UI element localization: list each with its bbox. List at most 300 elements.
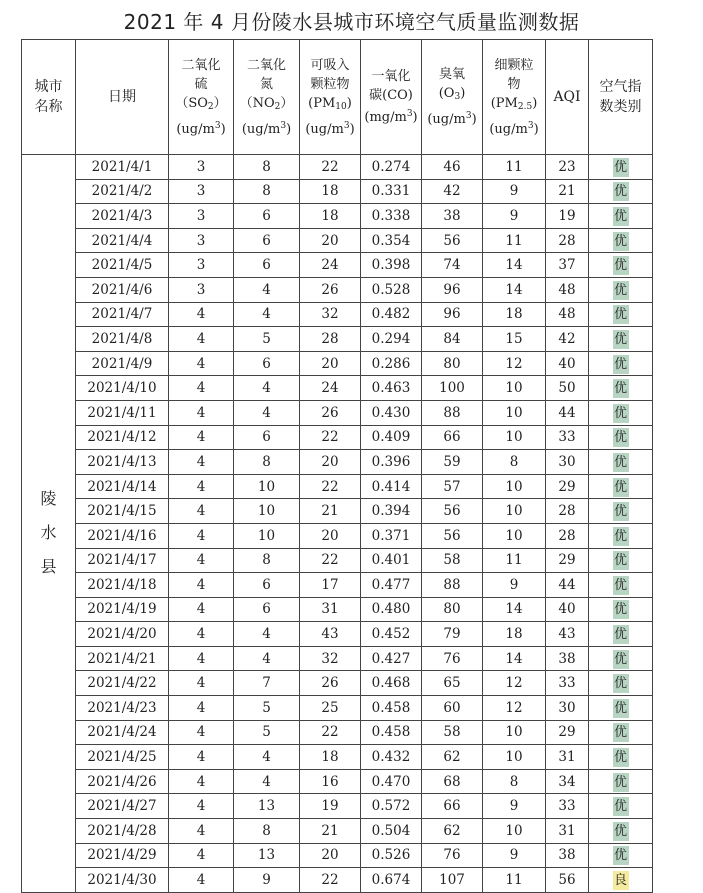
table-row bbox=[22, 302, 653, 327]
cell-pm25: 9 bbox=[483, 843, 546, 868]
cell-aqi: 38 bbox=[546, 843, 589, 868]
cell-so2: 4 bbox=[169, 819, 234, 844]
cell-no2: 9 bbox=[234, 868, 300, 893]
cell-aqi: 34 bbox=[546, 769, 589, 794]
cell-date: 2021/4/12 bbox=[76, 425, 169, 450]
cell-date: 2021/4/7 bbox=[76, 302, 169, 327]
category-badge: 优 bbox=[613, 799, 627, 815]
cell-category bbox=[589, 573, 653, 598]
cell-date: 2021/4/11 bbox=[76, 400, 169, 425]
cell-pm10: 26 bbox=[300, 277, 361, 302]
header-date: 日期 bbox=[76, 40, 169, 155]
table-row bbox=[22, 573, 653, 598]
category-badge: 优 bbox=[613, 627, 627, 643]
cell-pm25: 10 bbox=[483, 745, 546, 770]
cell-so2: 4 bbox=[169, 696, 234, 721]
cell-no2: 4 bbox=[234, 277, 300, 302]
cell-pm25: 11 bbox=[483, 548, 546, 573]
cell-date: 2021/4/15 bbox=[76, 499, 169, 524]
cell-date: 2021/4/18 bbox=[76, 573, 169, 598]
cell-pm25: 11 bbox=[483, 868, 546, 893]
cell-aqi: 48 bbox=[546, 302, 589, 327]
table-row bbox=[22, 597, 653, 622]
cell-o3: 66 bbox=[422, 425, 483, 450]
cell-aqi: 31 bbox=[546, 745, 589, 770]
cell-pm10: 28 bbox=[300, 327, 361, 352]
cell-pm25: 11 bbox=[483, 228, 546, 253]
cell-pm25: 10 bbox=[483, 523, 546, 548]
table-row bbox=[22, 253, 653, 278]
cell-so2: 4 bbox=[169, 720, 234, 745]
cell-so2: 3 bbox=[169, 253, 234, 278]
cell-category bbox=[589, 351, 653, 376]
cell-pm25: 11 bbox=[483, 155, 546, 180]
cell-o3: 62 bbox=[422, 819, 483, 844]
cell-so2: 4 bbox=[169, 327, 234, 352]
cell-aqi: 31 bbox=[546, 819, 589, 844]
cell-so2: 4 bbox=[169, 302, 234, 327]
cell-category bbox=[589, 548, 653, 573]
cell-category bbox=[589, 769, 653, 794]
cell-pm10: 17 bbox=[300, 573, 361, 598]
cell-so2: 4 bbox=[169, 548, 234, 573]
cell-so2: 4 bbox=[169, 573, 234, 598]
cell-pm25: 9 bbox=[483, 204, 546, 229]
cell-date: 2021/4/10 bbox=[76, 376, 169, 401]
cell-co: 0.468 bbox=[361, 671, 422, 696]
cell-pm25: 9 bbox=[483, 573, 546, 598]
cell-co: 0.338 bbox=[361, 204, 422, 229]
header-pm25: 细颗粒 物 $(PM_{2.5})$ $(ug/m^3)$ bbox=[483, 40, 546, 155]
table-row bbox=[22, 474, 653, 499]
cell-no2: 4 bbox=[234, 400, 300, 425]
cell-co: 0.470 bbox=[361, 769, 422, 794]
cell-category bbox=[589, 253, 653, 278]
cell-pm25: 14 bbox=[483, 597, 546, 622]
cell-no2: 6 bbox=[234, 228, 300, 253]
cell-aqi: 38 bbox=[546, 646, 589, 671]
cell-co: 0.572 bbox=[361, 794, 422, 819]
cell-o3: 58 bbox=[422, 720, 483, 745]
category-badge: 优 bbox=[613, 405, 627, 421]
table-row bbox=[22, 745, 653, 770]
cell-category bbox=[589, 597, 653, 622]
cell-category bbox=[589, 327, 653, 352]
header-o3: 臭氧 $(O_3)$ $(ug/m^3)$ bbox=[422, 40, 483, 155]
cell-so2: 4 bbox=[169, 794, 234, 819]
cell-so2: 4 bbox=[169, 425, 234, 450]
cell-so2: 4 bbox=[169, 450, 234, 475]
category-badge: 优 bbox=[613, 577, 627, 593]
cell-no2: 4 bbox=[234, 745, 300, 770]
cell-so2: 3 bbox=[169, 155, 234, 180]
cell-date: 2021/4/24 bbox=[76, 720, 169, 745]
category-badge: 优 bbox=[613, 454, 627, 470]
cell-aqi: 28 bbox=[546, 499, 589, 524]
cell-date: 2021/4/13 bbox=[76, 450, 169, 475]
cell-co: 0.526 bbox=[361, 843, 422, 868]
cell-so2: 4 bbox=[169, 499, 234, 524]
category-badge: 优 bbox=[613, 479, 627, 495]
cell-so2: 4 bbox=[169, 597, 234, 622]
cell-no2: 13 bbox=[234, 794, 300, 819]
cell-aqi: 19 bbox=[546, 204, 589, 229]
cell-pm10: 26 bbox=[300, 400, 361, 425]
category-badge: 优 bbox=[613, 307, 627, 323]
cell-category bbox=[589, 671, 653, 696]
cell-date: 2021/4/23 bbox=[76, 696, 169, 721]
cell-o3: 57 bbox=[422, 474, 483, 499]
cell-no2: 5 bbox=[234, 720, 300, 745]
cell-pm25: 12 bbox=[483, 671, 546, 696]
cell-aqi: 30 bbox=[546, 696, 589, 721]
cell-date: 2021/4/30 bbox=[76, 868, 169, 893]
cell-pm25: 12 bbox=[483, 351, 546, 376]
category-badge: 优 bbox=[613, 504, 627, 520]
header-pm10: 可吸入 颗粒物 $(PM_{10})$ $(ug/m^3)$ bbox=[300, 40, 361, 155]
cell-pm25: 10 bbox=[483, 720, 546, 745]
table-row bbox=[22, 819, 653, 844]
city-name-char: 陵 bbox=[40, 489, 57, 509]
table-row bbox=[22, 204, 653, 229]
cell-co: 0.371 bbox=[361, 523, 422, 548]
cell-o3: 58 bbox=[422, 548, 483, 573]
header-category: 空气指 数类别 bbox=[589, 40, 653, 155]
cell-o3: 88 bbox=[422, 573, 483, 598]
cell-category bbox=[589, 400, 653, 425]
cell-co: 0.452 bbox=[361, 622, 422, 647]
category-badge: 优 bbox=[613, 725, 627, 741]
cell-pm25: 8 bbox=[483, 769, 546, 794]
cell-date: 2021/4/27 bbox=[76, 794, 169, 819]
cell-pm10: 22 bbox=[300, 548, 361, 573]
cell-category bbox=[589, 376, 653, 401]
cell-o3: 60 bbox=[422, 696, 483, 721]
cell-date: 2021/4/28 bbox=[76, 819, 169, 844]
table-row bbox=[22, 646, 653, 671]
cell-pm10: 43 bbox=[300, 622, 361, 647]
cell-so2: 4 bbox=[169, 400, 234, 425]
cell-category bbox=[589, 179, 653, 204]
cell-o3: 42 bbox=[422, 179, 483, 204]
cell-co: 0.409 bbox=[361, 425, 422, 450]
cell-aqi: 44 bbox=[546, 573, 589, 598]
cell-no2: 7 bbox=[234, 671, 300, 696]
cell-co: 0.401 bbox=[361, 548, 422, 573]
cell-pm10: 20 bbox=[300, 843, 361, 868]
cell-so2: 4 bbox=[169, 868, 234, 893]
cell-pm10: 22 bbox=[300, 155, 361, 180]
table-row bbox=[22, 696, 653, 721]
cell-pm25: 10 bbox=[483, 425, 546, 450]
cell-co: 0.396 bbox=[361, 450, 422, 475]
table-row bbox=[22, 376, 653, 401]
category-badge: 优 bbox=[613, 528, 627, 544]
cell-date: 2021/4/26 bbox=[76, 769, 169, 794]
cell-date: 2021/4/21 bbox=[76, 646, 169, 671]
cell-pm10: 25 bbox=[300, 696, 361, 721]
cell-so2: 4 bbox=[169, 843, 234, 868]
cell-pm10: 32 bbox=[300, 646, 361, 671]
category-badge: 优 bbox=[613, 159, 627, 175]
cell-co: 0.394 bbox=[361, 499, 422, 524]
cell-aqi: 50 bbox=[546, 376, 589, 401]
table-row bbox=[22, 179, 653, 204]
cell-pm25: 10 bbox=[483, 499, 546, 524]
cell-pm25: 14 bbox=[483, 253, 546, 278]
cell-no2: 6 bbox=[234, 204, 300, 229]
cell-category bbox=[589, 302, 653, 327]
category-badge: 优 bbox=[613, 774, 627, 790]
cell-pm10: 31 bbox=[300, 597, 361, 622]
cell-no2: 10 bbox=[234, 499, 300, 524]
table-row bbox=[22, 622, 653, 647]
cell-so2: 3 bbox=[169, 228, 234, 253]
cell-o3: 68 bbox=[422, 769, 483, 794]
cell-aqi: 44 bbox=[546, 400, 589, 425]
cell-co: 0.482 bbox=[361, 302, 422, 327]
cell-so2: 4 bbox=[169, 523, 234, 548]
table-row bbox=[22, 228, 653, 253]
cell-no2: 8 bbox=[234, 155, 300, 180]
cell-pm10: 18 bbox=[300, 745, 361, 770]
table-row bbox=[22, 523, 653, 548]
cell-category bbox=[589, 745, 653, 770]
cell-date: 2021/4/6 bbox=[76, 277, 169, 302]
cell-o3: 96 bbox=[422, 302, 483, 327]
cell-o3: 84 bbox=[422, 327, 483, 352]
table-row bbox=[22, 351, 653, 376]
cell-co: 0.432 bbox=[361, 745, 422, 770]
cell-pm10: 22 bbox=[300, 868, 361, 893]
table-row bbox=[22, 843, 653, 868]
cell-o3: 88 bbox=[422, 400, 483, 425]
cell-category bbox=[589, 868, 653, 893]
cell-no2: 4 bbox=[234, 769, 300, 794]
category-badge: 优 bbox=[613, 282, 627, 298]
cell-date: 2021/4/16 bbox=[76, 523, 169, 548]
category-badge: 优 bbox=[613, 651, 627, 667]
city-name-char: 水 bbox=[40, 523, 57, 543]
table-row bbox=[22, 425, 653, 450]
document-title: 2021 年 4 月份陵水县城市环境空气质量监测数据 bbox=[123, 10, 580, 34]
cell-no2: 13 bbox=[234, 843, 300, 868]
cell-so2: 4 bbox=[169, 376, 234, 401]
cell-category bbox=[589, 499, 653, 524]
cell-o3: 76 bbox=[422, 843, 483, 868]
cell-pm25: 14 bbox=[483, 646, 546, 671]
cell-category bbox=[589, 523, 653, 548]
cell-category bbox=[589, 720, 653, 745]
header-aqi: AQI bbox=[546, 40, 589, 155]
cell-o3: 80 bbox=[422, 351, 483, 376]
header-so2: 二氧化 硫$(SO_2)$ $(ug/m^3)$ bbox=[169, 40, 234, 155]
cell-so2: 4 bbox=[169, 622, 234, 647]
cell-o3: 46 bbox=[422, 155, 483, 180]
cell-pm10: 20 bbox=[300, 523, 361, 548]
cell-date: 2021/4/17 bbox=[76, 548, 169, 573]
cell-pm10: 22 bbox=[300, 425, 361, 450]
cell-co: 0.398 bbox=[361, 253, 422, 278]
cell-aqi: 23 bbox=[546, 155, 589, 180]
cell-category bbox=[589, 474, 653, 499]
category-badge: 优 bbox=[613, 700, 627, 716]
table-row bbox=[22, 794, 653, 819]
cell-co: 0.294 bbox=[361, 327, 422, 352]
table-row bbox=[22, 450, 653, 475]
cell-date: 2021/4/1 bbox=[76, 155, 169, 180]
cell-no2: 6 bbox=[234, 573, 300, 598]
cell-o3: 79 bbox=[422, 622, 483, 647]
cell-no2: 4 bbox=[234, 376, 300, 401]
cell-category bbox=[589, 843, 653, 868]
cell-aqi: 56 bbox=[546, 868, 589, 893]
cell-o3: 62 bbox=[422, 745, 483, 770]
cell-o3: 80 bbox=[422, 597, 483, 622]
cell-aqi: 28 bbox=[546, 523, 589, 548]
cell-pm10: 32 bbox=[300, 302, 361, 327]
cell-so2: 4 bbox=[169, 646, 234, 671]
cell-o3: 74 bbox=[422, 253, 483, 278]
cell-so2: 4 bbox=[169, 351, 234, 376]
cell-pm25: 18 bbox=[483, 302, 546, 327]
cell-date: 2021/4/29 bbox=[76, 843, 169, 868]
cell-o3: 96 bbox=[422, 277, 483, 302]
cell-so2: 3 bbox=[169, 179, 234, 204]
table-row bbox=[22, 499, 653, 524]
cell-co: 0.504 bbox=[361, 819, 422, 844]
cell-no2: 5 bbox=[234, 327, 300, 352]
cell-no2: 6 bbox=[234, 351, 300, 376]
category-badge: 优 bbox=[613, 750, 627, 766]
cell-co: 0.286 bbox=[361, 351, 422, 376]
cell-pm25: 8 bbox=[483, 450, 546, 475]
cell-aqi: 29 bbox=[546, 474, 589, 499]
cell-co: 0.463 bbox=[361, 376, 422, 401]
cell-no2: 10 bbox=[234, 474, 300, 499]
cell-date: 2021/4/14 bbox=[76, 474, 169, 499]
table-row bbox=[22, 277, 653, 302]
cell-aqi: 37 bbox=[546, 253, 589, 278]
cell-aqi: 43 bbox=[546, 622, 589, 647]
cell-o3: 76 bbox=[422, 646, 483, 671]
table-row bbox=[22, 548, 653, 573]
category-badge: 良 bbox=[613, 873, 627, 889]
cell-category bbox=[589, 277, 653, 302]
category-badge: 优 bbox=[613, 823, 627, 839]
cell-o3: 107 bbox=[422, 868, 483, 893]
cell-no2: 8 bbox=[234, 179, 300, 204]
category-badge: 优 bbox=[613, 602, 627, 618]
cell-pm10: 18 bbox=[300, 204, 361, 229]
cell-no2: 10 bbox=[234, 523, 300, 548]
cell-aqi: 40 bbox=[546, 597, 589, 622]
cell-pm10: 20 bbox=[300, 351, 361, 376]
cell-no2: 5 bbox=[234, 696, 300, 721]
cell-category bbox=[589, 794, 653, 819]
header-row bbox=[22, 40, 653, 155]
cell-category bbox=[589, 425, 653, 450]
cell-category bbox=[589, 622, 653, 647]
table-row bbox=[22, 155, 653, 180]
cell-date: 2021/4/22 bbox=[76, 671, 169, 696]
cell-so2: 3 bbox=[169, 204, 234, 229]
cell-date: 2021/4/25 bbox=[76, 745, 169, 770]
cell-no2: 6 bbox=[234, 425, 300, 450]
category-badge: 优 bbox=[613, 848, 627, 864]
table-row bbox=[22, 327, 653, 352]
cell-aqi: 33 bbox=[546, 425, 589, 450]
cell-category bbox=[589, 228, 653, 253]
cell-aqi: 33 bbox=[546, 794, 589, 819]
cell-co: 0.414 bbox=[361, 474, 422, 499]
cell-so2: 4 bbox=[169, 474, 234, 499]
cell-o3: 100 bbox=[422, 376, 483, 401]
city-name-cell bbox=[22, 155, 76, 893]
category-badge: 优 bbox=[613, 553, 627, 569]
cell-co: 0.274 bbox=[361, 155, 422, 180]
cell-aqi: 28 bbox=[546, 228, 589, 253]
cell-o3: 56 bbox=[422, 499, 483, 524]
cell-category bbox=[589, 646, 653, 671]
cell-pm10: 26 bbox=[300, 671, 361, 696]
cell-category bbox=[589, 819, 653, 844]
cell-pm25: 12 bbox=[483, 696, 546, 721]
cell-so2: 3 bbox=[169, 277, 234, 302]
cell-no2: 8 bbox=[234, 548, 300, 573]
cell-pm10: 22 bbox=[300, 474, 361, 499]
cell-pm10: 22 bbox=[300, 720, 361, 745]
cell-co: 0.480 bbox=[361, 597, 422, 622]
cell-o3: 59 bbox=[422, 450, 483, 475]
category-badge: 优 bbox=[613, 430, 627, 446]
category-badge: 优 bbox=[613, 258, 627, 274]
cell-category bbox=[589, 450, 653, 475]
category-badge: 优 bbox=[613, 208, 627, 224]
cell-co: 0.458 bbox=[361, 696, 422, 721]
cell-pm25: 18 bbox=[483, 622, 546, 647]
cell-category bbox=[589, 696, 653, 721]
cell-pm10: 24 bbox=[300, 376, 361, 401]
city-name-char: 县 bbox=[40, 557, 57, 577]
cell-date: 2021/4/2 bbox=[76, 179, 169, 204]
cell-so2: 4 bbox=[169, 745, 234, 770]
cell-date: 2021/4/8 bbox=[76, 327, 169, 352]
cell-o3: 56 bbox=[422, 523, 483, 548]
cell-category bbox=[589, 204, 653, 229]
cell-aqi: 21 bbox=[546, 179, 589, 204]
cell-so2: 4 bbox=[169, 769, 234, 794]
cell-pm25: 10 bbox=[483, 819, 546, 844]
table-row bbox=[22, 769, 653, 794]
cell-pm10: 20 bbox=[300, 228, 361, 253]
cell-category bbox=[589, 155, 653, 180]
cell-aqi: 40 bbox=[546, 351, 589, 376]
cell-pm25: 9 bbox=[483, 794, 546, 819]
header-city: 城市 名称 bbox=[22, 40, 76, 155]
category-badge: 优 bbox=[613, 676, 627, 692]
header-co: 一氧化 碳(CO) $(mg/m^3)$ bbox=[361, 40, 422, 155]
cell-date: 2021/4/19 bbox=[76, 597, 169, 622]
cell-co: 0.427 bbox=[361, 646, 422, 671]
cell-co: 0.674 bbox=[361, 868, 422, 893]
cell-date: 2021/4/9 bbox=[76, 351, 169, 376]
cell-pm10: 21 bbox=[300, 499, 361, 524]
cell-no2: 8 bbox=[234, 819, 300, 844]
cell-aqi: 42 bbox=[546, 327, 589, 352]
cell-date: 2021/4/5 bbox=[76, 253, 169, 278]
cell-aqi: 29 bbox=[546, 720, 589, 745]
